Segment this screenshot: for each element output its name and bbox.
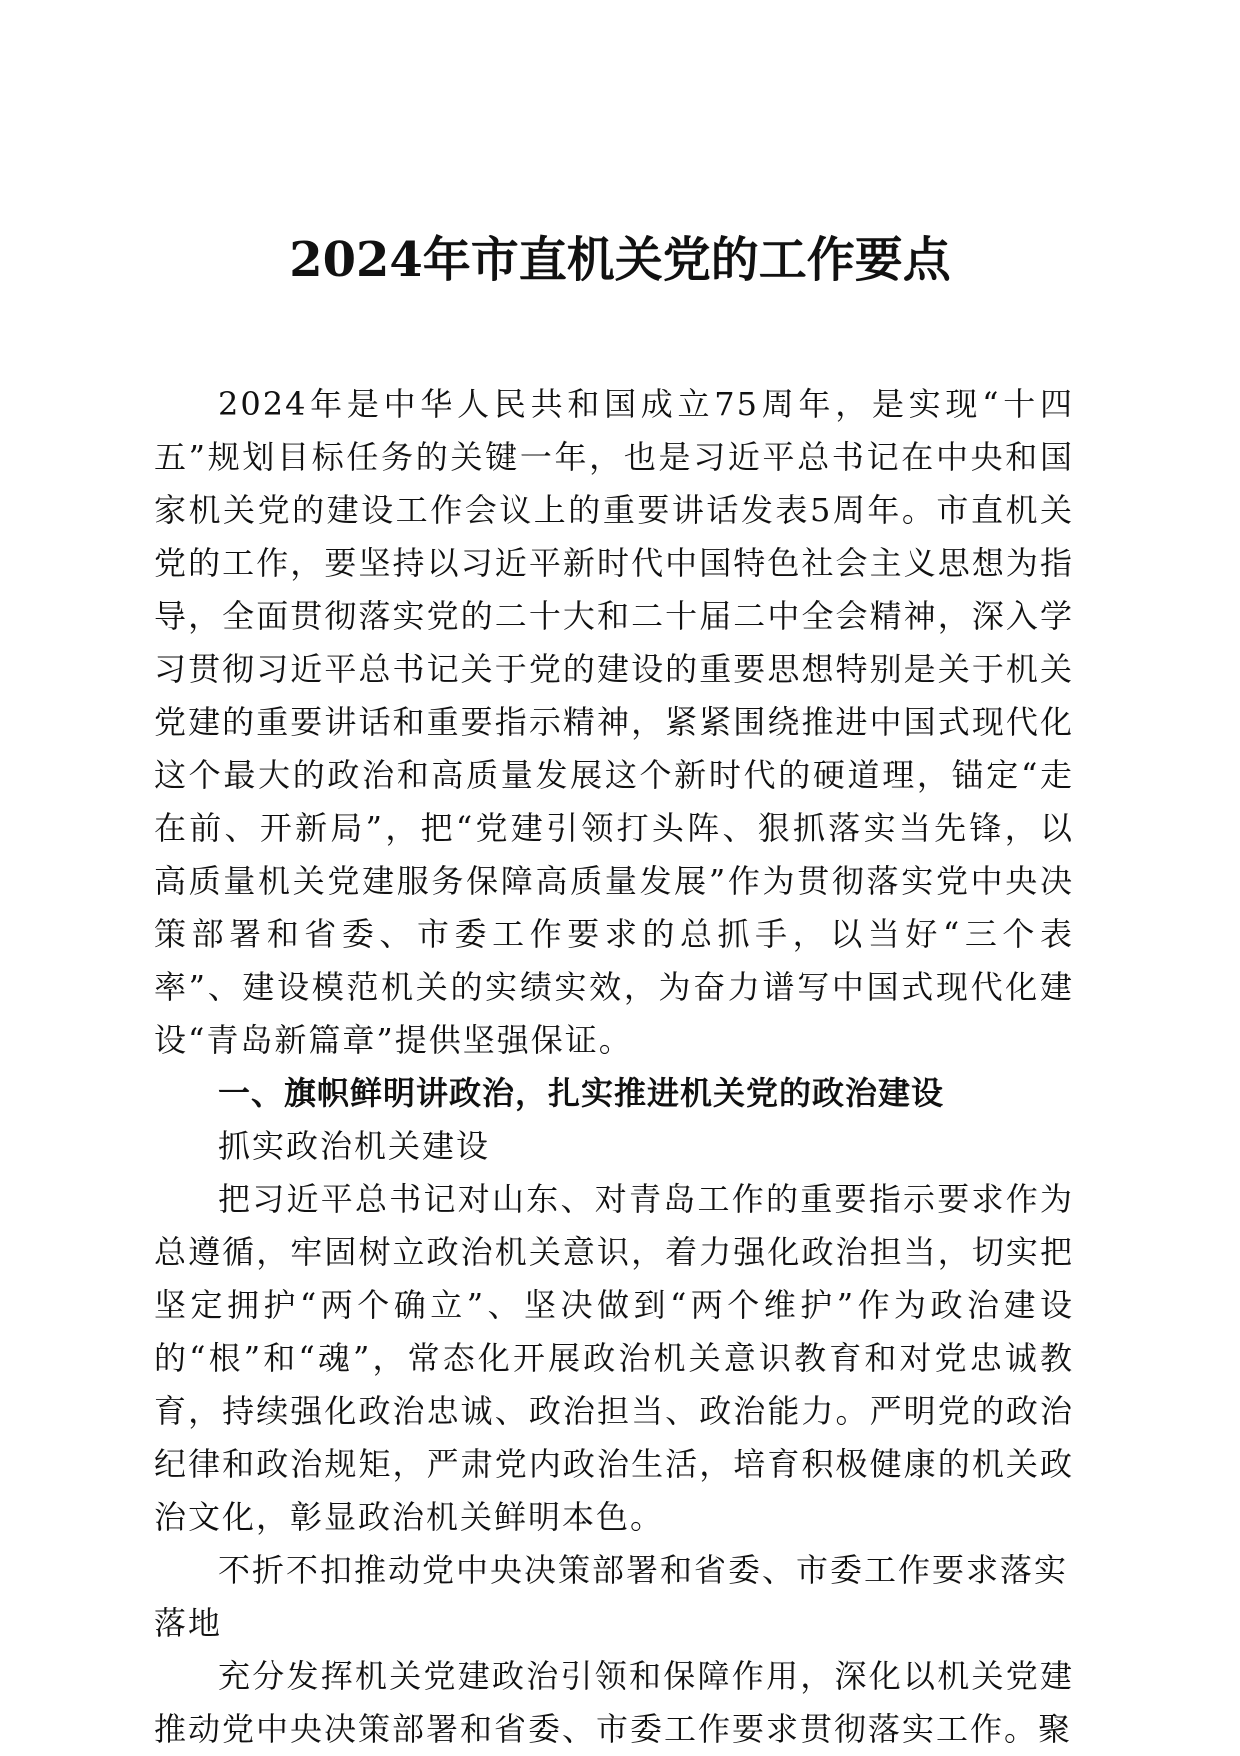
document-title: 2024年市直机关党的工作要点 [289,232,951,288]
subsection-title-2: 不折不扣推动党中央决策部署和省委、市委工作要求落实落地 [154,1551,1069,1642]
subsection-paragraph-2: 充分发挥机关党建政治引领和保障作用，深化以机关党建推动党中央决策部署和省委、市委工作要求贯彻落实工作。聚 [154,1657,1074,1748]
subsection-paragraph-1: 把习近平总书记对山东、对青岛工作的重要指示要求作为总遵循，牢固树立政治机关意识，着力强化政治担当，切实把坚定拥护“两个确立”、坚决做到“两个维护”作为政治建设的“根”和“魂”，常态化开展政治机关意识教育和对党忠诚教育，持续强化政治忠诚、政治担当、政治能力。严明党的政治纪律和政治规矩，严肃党内政治生活，培育积极健康的机关政治文化，彰显政治机关鲜明本色。 [154,1180,1074,1536]
subsection-title-1: 抓实政治机关建设 [218,1127,491,1165]
intro-paragraph: 2024年是中华人民共和国成立75周年，是实现“十四五”规划目标任务的关键一年，也是习近平总书记在中央和国家机关党的建设工作会议上的重要讲话发表5周年。市直机关党的工作，要坚持以习近平新时代中国特色社会主义思想为指导，全面贯彻落实党的二十大和二十届二中全会精神，深入学习贯彻习近平总书记关于党的建设的重要思想特别是关于机关党建的重要讲话和重要指示精神，紧紧围绕推进中国式现代化这个最大的政治和高质量发展这个新时代的硬道理，锚定“走在前、开新局”，把“党建引领打头阵、狠抓落实当先锋，以高质量机关党建服务保障高质量发展”作为贯彻落实党中央决策部署和省委、市委工作要求的总抓手，以当好“三个表率”、建设模范机关的实绩实效，为奋力谱写中国式现代化建设“青岛新篇章”提供坚强保证。 [154,385,1074,1059]
document-body [154,378,1074,1756]
section-heading-1: 一、旗帜鲜明讲政治，扎实推进机关党的政治建设 [218,1074,945,1112]
